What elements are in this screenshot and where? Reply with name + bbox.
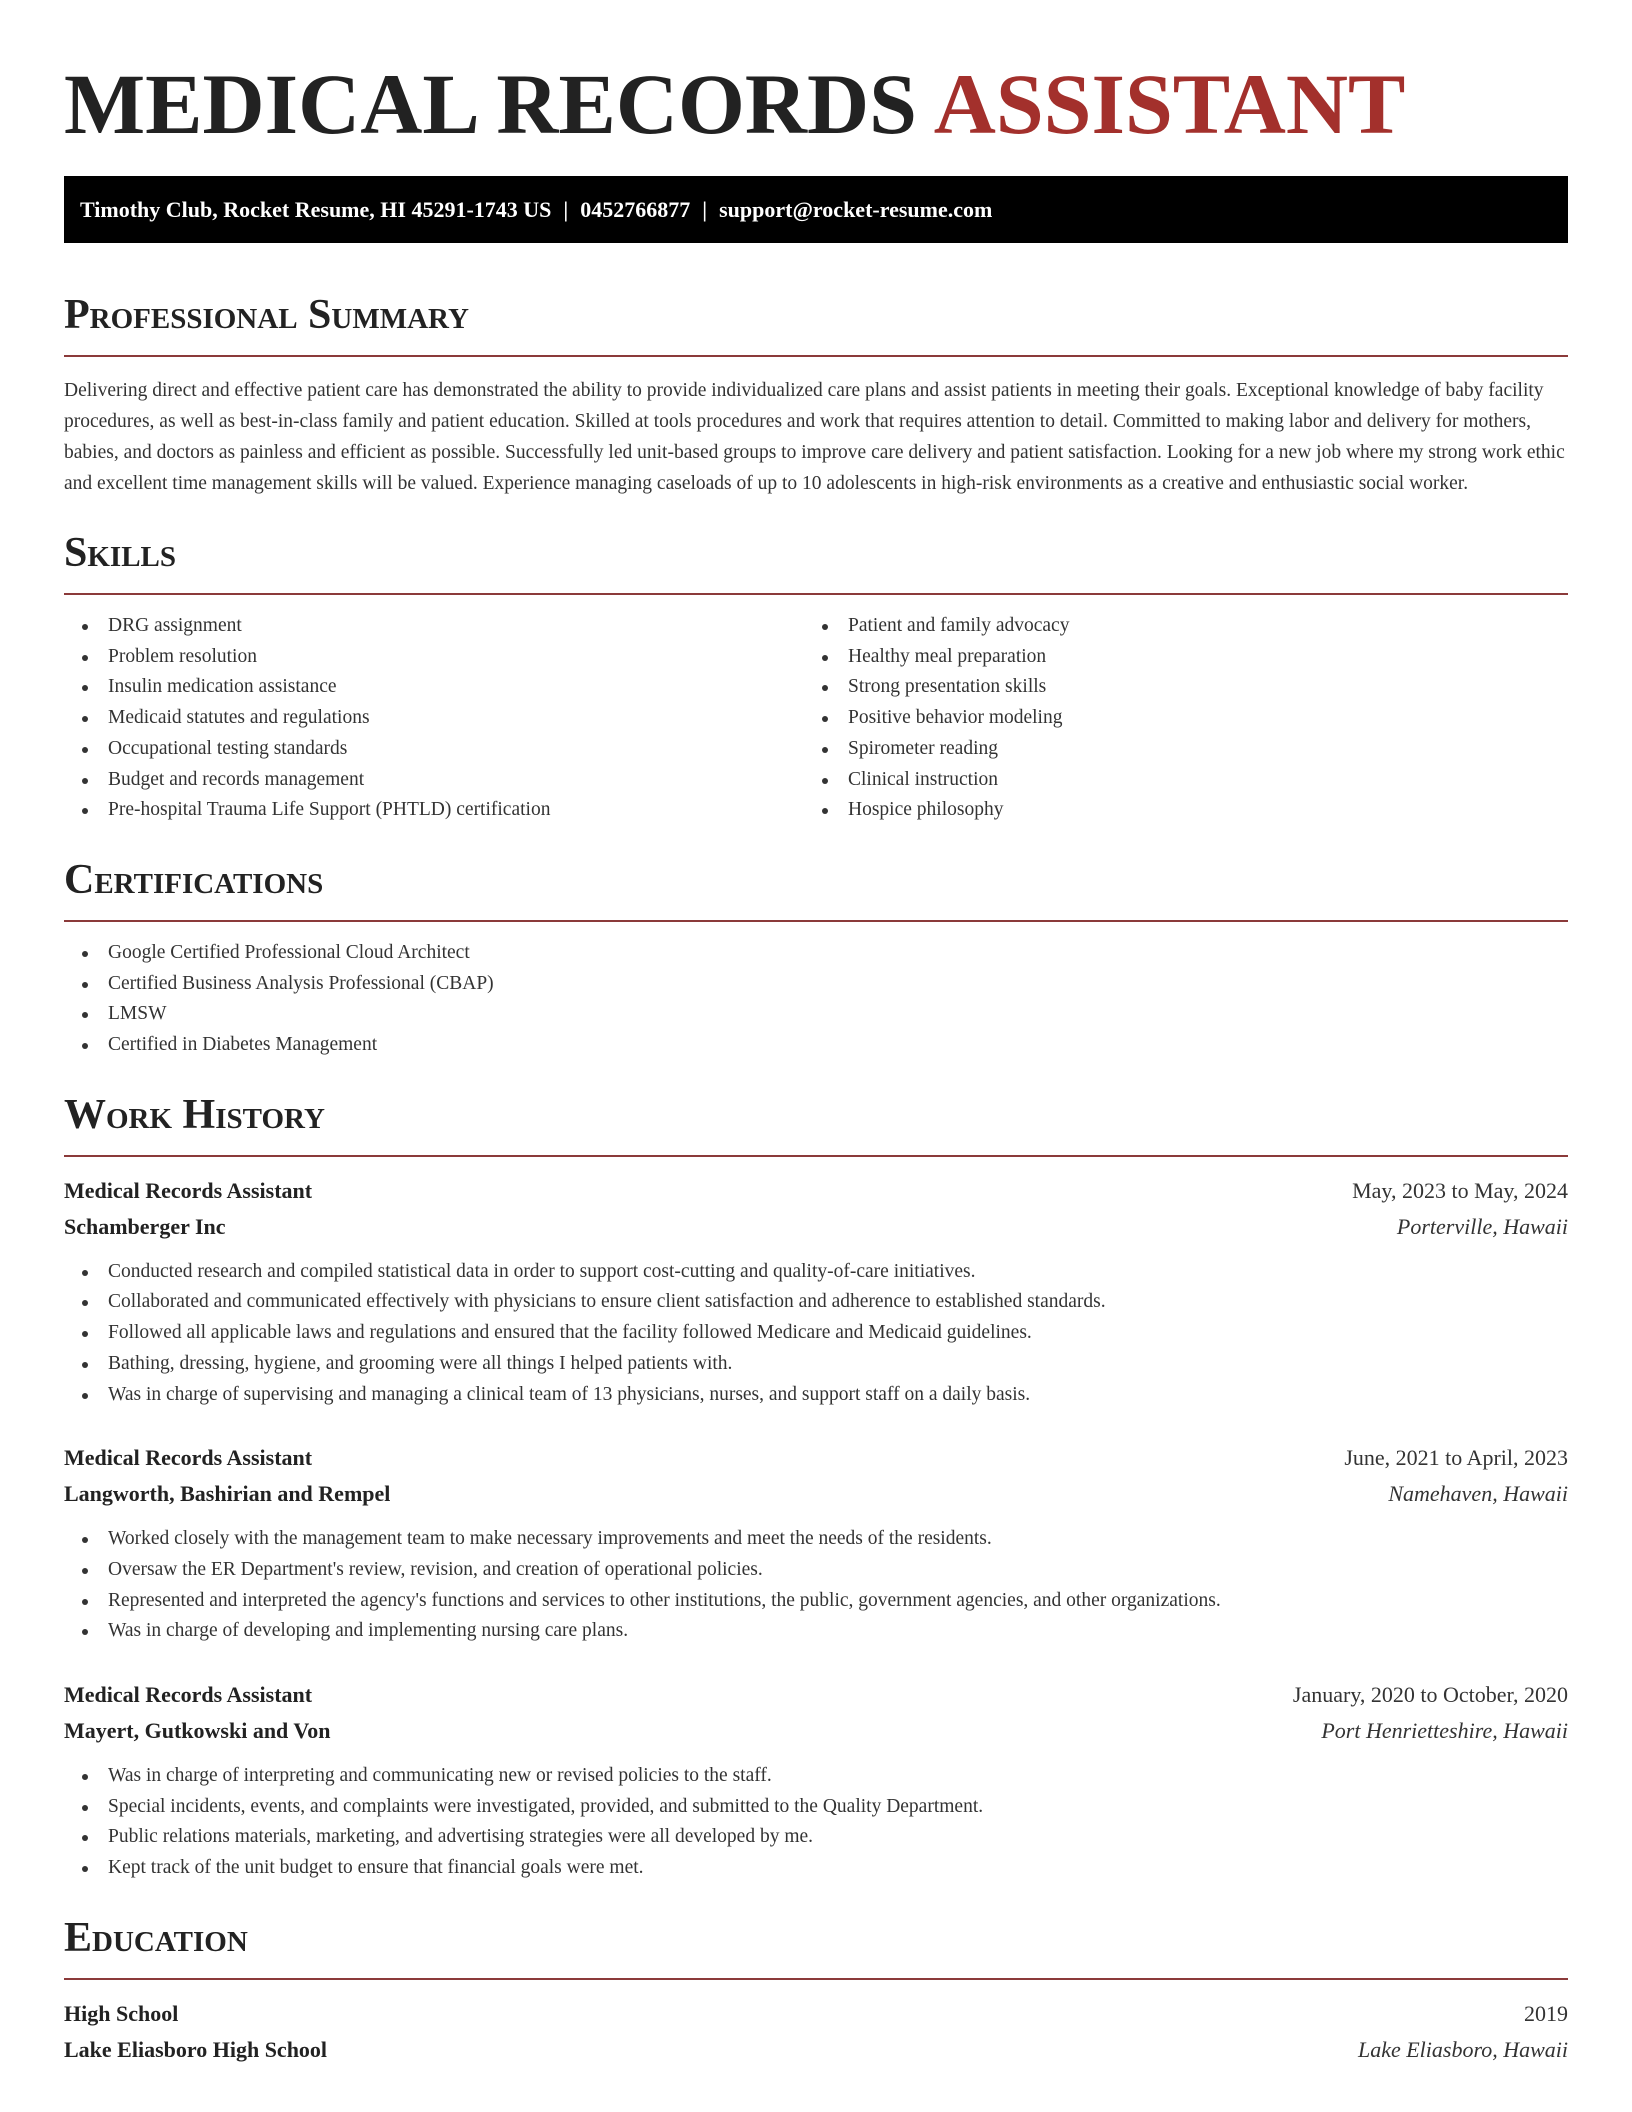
skill-item: Occupational testing standards bbox=[64, 734, 804, 765]
contact-address: Timothy Club, Rocket Resume, HI 45291-1743 US bbox=[80, 197, 552, 222]
contact-phone: 0452766877 bbox=[580, 197, 691, 222]
education-school-row bbox=[64, 2032, 1568, 2068]
job-location: Porterville, Hawaii bbox=[1396, 1213, 1568, 1239]
certifications-heading: Certifications bbox=[64, 856, 324, 903]
certification-item: LMSW bbox=[64, 999, 1568, 1030]
job-bullet: Special incidents, events, and complaints were investigated, provided, and submitted to the Quality Department. bbox=[64, 1792, 1568, 1823]
section-divider bbox=[64, 355, 1568, 357]
job-header-row bbox=[64, 1677, 1568, 1713]
summary-text: Delivering direct and effective patient care has demonstrated the ability to provide individualized care plans and assist patients in meeting their goals. Exceptional knowledge of baby facility procedures, as well as best-in-class family and patient education. Skilled at tools procedures and work that requires attention to detail. Committed to making labor and delivery for mothers, babies, and doctors as painless and efficient as possible. Successfully led unit-based groups to improve care delivery and patient satisfaction. Looking for a new job where my strong work ethic and excellent time management skills will be valued. Experience managing caseloads of up to 10 adolescents in high-risk environments as a creative and enthusiastic social worker. bbox=[64, 380, 1565, 494]
skill-item: Pre-hospital Trauma Life Support (PHTLD) certification bbox=[64, 795, 804, 826]
job-entry bbox=[64, 1440, 1568, 1647]
work-history-heading: Work History bbox=[64, 1091, 325, 1138]
education-heading: Education bbox=[64, 1914, 248, 1961]
skills-list-right bbox=[804, 611, 1544, 826]
job-bullet: Conducted research and compiled statistical data in order to support cost-cutting and quality-of-care initiatives. bbox=[64, 1257, 1568, 1288]
section-divider bbox=[64, 1978, 1568, 1980]
job-bullet: Collaborated and communicated effectively with physicians to ensure client satisfaction and adherence to established standards. bbox=[64, 1287, 1568, 1318]
title-main: MEDICAL RECORDS bbox=[64, 56, 917, 152]
skills-section bbox=[64, 527, 1568, 826]
contact-email[interactable]: support@rocket-resume.com bbox=[719, 197, 993, 222]
skill-item: Spirometer reading bbox=[804, 734, 1544, 765]
skills-heading: Skills bbox=[64, 530, 177, 576]
contact-separator: | bbox=[563, 197, 569, 222]
job-location: Port Henrietteshire, Hawaii bbox=[1321, 1718, 1568, 1744]
job-bullet: Kept track of the unit budget to ensure that financial goals were met. bbox=[64, 1853, 1568, 1884]
summary-section bbox=[64, 289, 1568, 499]
job-bullet: Bathing, dressing, hygiene, and grooming were all things I helped patients with. bbox=[64, 1349, 1568, 1380]
section-divider bbox=[64, 1155, 1568, 1157]
contact-separator: | bbox=[702, 197, 708, 222]
work-history-section bbox=[64, 1089, 1568, 1884]
certification-item: Google Certified Professional Cloud Architect bbox=[64, 938, 1568, 969]
skill-item: Strong presentation skills bbox=[804, 672, 1544, 703]
job-entry bbox=[64, 1677, 1568, 1884]
job-bullet: Public relations materials, marketing, and advertising strategies were all developed by me. bbox=[64, 1822, 1568, 1853]
skill-item: Healthy meal preparation bbox=[804, 642, 1544, 673]
job-title: Medical Records Assistant bbox=[64, 1445, 313, 1471]
education-degree: High School bbox=[64, 2000, 179, 2026]
job-header-row bbox=[64, 1173, 1568, 1209]
job-title: Medical Records Assistant bbox=[64, 1682, 313, 1708]
job-bullet: Represented and interpreted the agency's functions and services to other institutions, the public, government agencies, and other organizations. bbox=[64, 1586, 1568, 1617]
skills-grid bbox=[64, 611, 1568, 826]
job-company: Langworth, Bashirian and Rempel bbox=[64, 1481, 391, 1507]
job-bullet: Was in charge of supervising and managing a clinical team of 13 physicians, nurses, and support staff on a daily basis. bbox=[64, 1380, 1568, 1411]
education-section bbox=[64, 1912, 1568, 2068]
job-bullet: Was in charge of developing and implementing nursing care plans. bbox=[64, 1616, 1568, 1647]
job-bullet: Worked closely with the management team to make necessary improvements and meet the needs of the residents. bbox=[64, 1524, 1568, 1555]
education-year: 2019 bbox=[1524, 2000, 1568, 2026]
job-bullet: Was in charge of interpreting and communicating new or revised policies to the staff. bbox=[64, 1761, 1568, 1792]
skill-item: Clinical instruction bbox=[804, 765, 1544, 796]
job-bullets bbox=[64, 1524, 1568, 1647]
skill-item: Insulin medication assistance bbox=[64, 672, 804, 703]
title-accent: ASSISTANT bbox=[933, 56, 1406, 152]
skill-item: Positive behavior modeling bbox=[804, 703, 1544, 734]
job-entry bbox=[64, 1173, 1568, 1411]
job-bullet: Followed all applicable laws and regulations and ensured that the facility followed Medicare and Medicaid guidelines. bbox=[64, 1318, 1568, 1349]
job-bullet: Oversaw the ER Department's review, revision, and creation of operational policies. bbox=[64, 1555, 1568, 1586]
resume-title bbox=[64, 56, 1568, 152]
job-bullets bbox=[64, 1761, 1568, 1884]
contact-bar bbox=[64, 176, 1568, 243]
summary-heading: Professional Summary bbox=[64, 292, 469, 338]
education-header-row bbox=[64, 1996, 1568, 2032]
section-divider bbox=[64, 920, 1568, 922]
job-company: Mayert, Gutkowski and Von bbox=[64, 1718, 331, 1744]
skill-item: Problem resolution bbox=[64, 642, 804, 673]
job-dates: May, 2023 to May, 2024 bbox=[1352, 1177, 1568, 1203]
skill-item: Budget and records management bbox=[64, 765, 804, 796]
job-title: Medical Records Assistant bbox=[64, 1177, 313, 1203]
job-company-row bbox=[64, 1209, 1568, 1245]
skill-item: DRG assignment bbox=[64, 611, 804, 642]
job-bullets bbox=[64, 1257, 1568, 1411]
education-entry bbox=[64, 1996, 1568, 2068]
job-location: Namehaven, Hawaii bbox=[1388, 1481, 1568, 1507]
job-company-row bbox=[64, 1713, 1568, 1749]
skill-item: Hospice philosophy bbox=[804, 795, 1544, 826]
certifications-list bbox=[64, 938, 1568, 1061]
education-location: Lake Eliasboro, Hawaii bbox=[1357, 2036, 1568, 2062]
skills-list-left bbox=[64, 611, 804, 826]
education-school: Lake Eliasboro High School bbox=[64, 2036, 328, 2062]
certifications-section bbox=[64, 854, 1568, 1061]
certification-item: Certified Business Analysis Professional (CBAP) bbox=[64, 969, 1568, 1000]
job-company-row bbox=[64, 1476, 1568, 1512]
skill-item: Patient and family advocacy bbox=[804, 611, 1544, 642]
job-company: Schamberger Inc bbox=[64, 1213, 226, 1239]
skill-item: Medicaid statutes and regulations bbox=[64, 703, 804, 734]
job-dates: January, 2020 to October, 2020 bbox=[1292, 1682, 1568, 1708]
job-dates: June, 2021 to April, 2023 bbox=[1344, 1445, 1568, 1471]
certification-item: Certified in Diabetes Management bbox=[64, 1030, 1568, 1061]
section-divider bbox=[64, 593, 1568, 595]
job-header-row bbox=[64, 1440, 1568, 1476]
